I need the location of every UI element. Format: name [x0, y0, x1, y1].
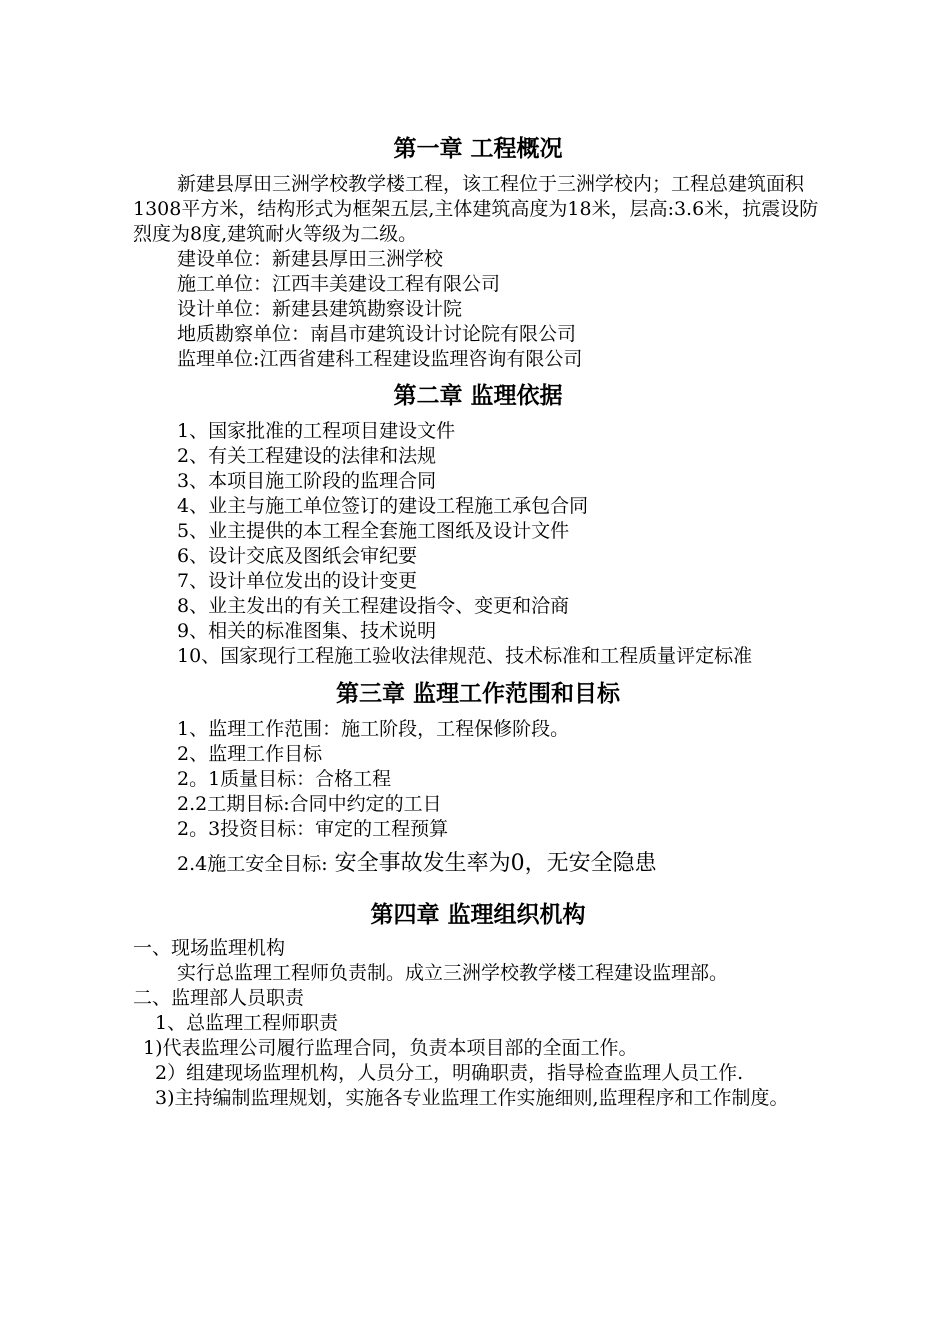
basis-item: 7、设计单位发出的设计变更 [177, 570, 418, 592]
chapter-2-title: 第二章 监理依据 [393, 383, 563, 409]
survey-unit: 地质勘察单位：南昌市建筑设计讨论院有限公司 [177, 323, 577, 345]
builder-unit: 施工单位：江西丰美建设工程有限公司 [177, 273, 501, 295]
design-unit: 设计单位：新建县建筑勘察设计院 [177, 298, 463, 320]
scope-item: 2。3投资目标：审定的工程预算 [177, 818, 449, 840]
basis-item: 8、业主发出的有关工程建设指令、变更和洽商 [177, 595, 570, 617]
section-heading: 二、监理部人员职责 [133, 987, 305, 1009]
scope-item: 1、监理工作范围：施工阶段，工程保修阶段。 [177, 718, 570, 740]
scope-item: 2。1质量目标：合格工程 [177, 768, 392, 790]
scope-item: 2.2工期目标:合同中约定的工日 [177, 793, 442, 815]
basis-item: 5、业主提供的本工程全套施工图纸及设计文件 [177, 520, 570, 542]
duty-item: 2）组建现场监理机构，人员分工，明确职责，指导检查监理人员工作. [155, 1062, 744, 1084]
construction-unit: 建设单位：新建县厚田三洲学校 [177, 248, 444, 270]
document-page [133, 128, 823, 1111]
duty-item: 1)代表监理公司履行监理合同，负责本项目部的全面工作。 [143, 1037, 638, 1059]
basis-item: 2、有关工程建设的法律和法规 [177, 445, 437, 467]
basis-item: 4、业主与施工单位签订的建设工程施工承包合同 [177, 495, 589, 517]
basis-item: 9、相关的标准图集、技术说明 [177, 620, 437, 642]
chapter-4-title: 第四章 监理组织机构 [370, 902, 586, 928]
chapter-1-title: 第一章 工程概况 [393, 136, 563, 162]
duty-item: 3)主持编制监理规划，实施各专业监理工作实施细则,监理程序和工作制度。 [155, 1087, 789, 1109]
basis-item: 3、本项目施工阶段的监理合同 [177, 470, 437, 492]
supervision-unit: 监理单位:江西省建科工程建设监理咨询有限公司 [177, 348, 583, 370]
scope-item: 2、监理工作目标 [177, 743, 323, 765]
section-heading: 一、现场监理机构 [133, 937, 286, 959]
section-text: 实行总监理工程师负责制。成立三洲学校教学楼工程建设监理部。 [177, 962, 729, 984]
chapter-1-overview: 新建县厚田三洲学校教学楼工程，该工程位于三洲学校内；工程总建筑面积1308平方米，结构形式为框架五层,主体建筑高度为18米，层高:3.6米，抗震设防烈度为8度,建筑耐火等级为二级。 [133, 173, 819, 245]
chapter-3-title: 第三章 监理工作范围和目标 [335, 681, 620, 707]
safety-target-label: 2.4施工安全目标: [177, 853, 328, 875]
subsection-heading: 1、总监理工程师职责 [155, 1012, 339, 1034]
basis-item: 6、设计交底及图纸会审纪要 [177, 545, 418, 567]
basis-item: 10、国家现行工程施工验收法律规范、技术标准和工程质量评定标准 [177, 645, 753, 667]
basis-item: 1、国家批准的工程项目建设文件 [177, 420, 456, 442]
safety-target [133, 848, 823, 880]
safety-target-value: 安全事故发生率为0，无安全隐患 [327, 851, 657, 876]
